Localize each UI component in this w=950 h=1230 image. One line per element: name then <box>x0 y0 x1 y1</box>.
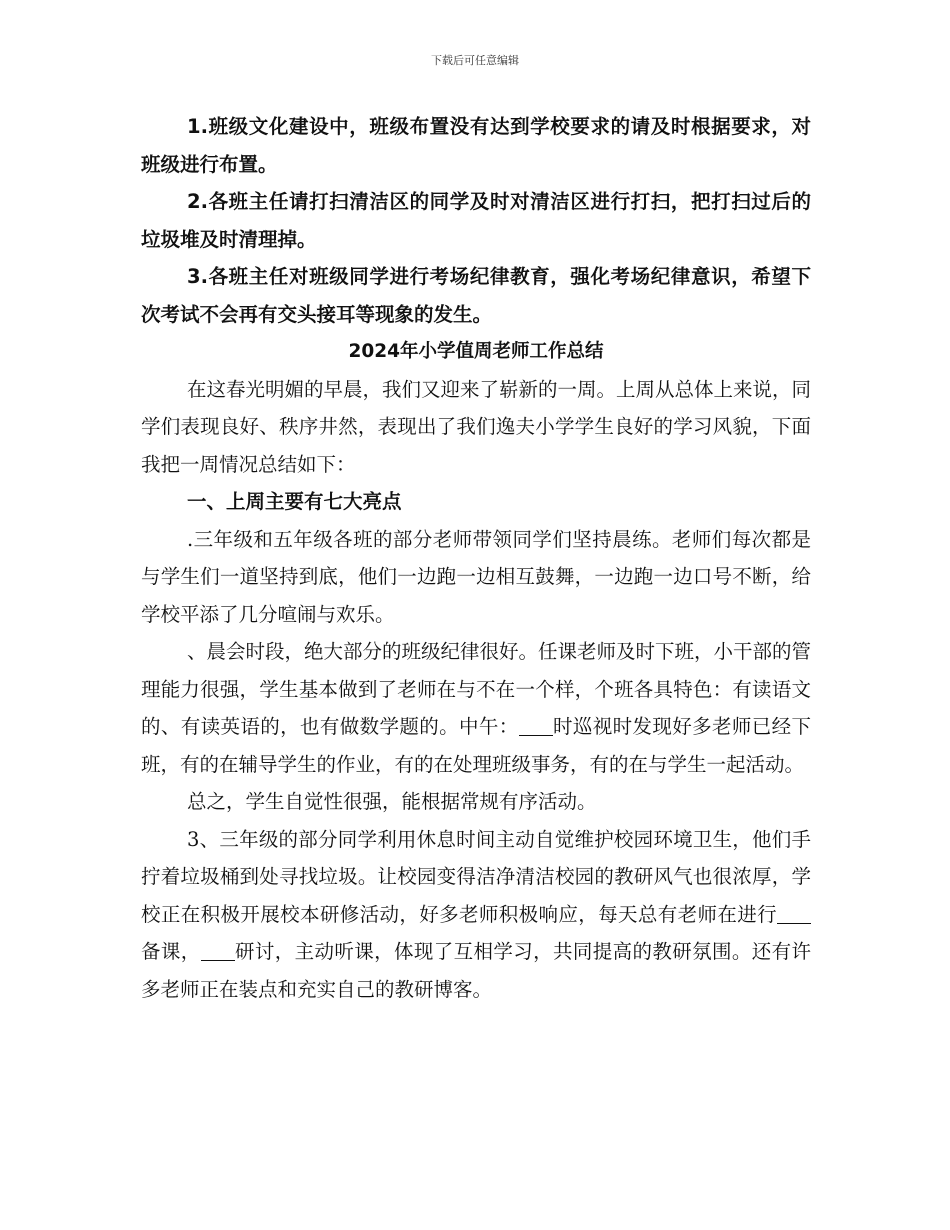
paragraph-hygiene <box>141 821 811 1009</box>
paragraph-summary: 总之，学生自觉性很强，能根据常规有序活动。 <box>187 790 597 813</box>
paragraph-morning-meeting <box>141 633 811 783</box>
document-body <box>141 108 811 1008</box>
paragraph-1: 1.班级文化建设中，班级布置没有达到学校要求的请及时根据要求，对班级进行布置。 <box>141 115 811 176</box>
text-segment: 备课， <box>141 940 201 963</box>
text-segment: 时巡视时发现好多老师已经下班，有的在辅导学生的作业，有的在处理班级事务，有的在与学生一起活动。 <box>141 715 811 776</box>
blank-underline <box>201 941 235 962</box>
section-heading: 一、上周主要有七大亮点 <box>187 490 402 513</box>
blank-underline <box>519 716 553 737</box>
paragraph-3: 3.各班主任对班级同学进行考场纪律教育，强化考场纪律意识，希望下次考试不会再有交头接耳等现象的发生。 <box>141 265 811 326</box>
blank-underline <box>777 903 811 924</box>
page-header: 下载后可任意编辑 <box>431 54 519 67</box>
paragraph-2: 2.各班主任请打扫清洁区的同学及时对清洁区进行打扫，把打扫过后的垃圾堆及时清理掉。 <box>141 190 811 251</box>
text-segment: 研讨，主动听课，体现了互相学习，共同提高的教研氛围。还有许多老师正在装点和充实自己的教研博客。 <box>141 940 811 1001</box>
text-segment: 、晨会时段，绝大部分的班级纪律很好。任课老师及时下班，小干部的管理能力很强，学生基本做到了老师在与不在一个样，个班各具特色：有读语文的、有读英语的，也有做数学题的。中午： <box>141 640 812 738</box>
document-title: 2024年小学值周老师工作总结 <box>348 341 604 362</box>
paragraph-morning-exercise: .三年级和五年级各班的部分老师带领同学们坚持晨练。老师们每次都是与学生们一道坚持到底，他们一边跑一边相互鼓舞，一边跑一边口号不断，给学校平添了几分喧闹与欢乐。 <box>141 527 811 626</box>
text-segment: 3、三年级的部分同学利用休息时间主动自觉维护校园环境卫生，他们手拧着垃圾桶到处寻找垃圾。让校园变得洁净清洁校园的教研风气也很浓厚，学校正在积极开展校本研修活动，好多老师积极响应，每天总有老师在进行 <box>141 827 811 926</box>
intro-paragraph: 在这春光明媚的早晨，我们又迎来了崭新的一周。上周从总体上来说，同学们表现良好、秩序井然，表现出了我们逸夫小学学生良好的学习风貌，下面我把一周情况总结如下： <box>141 377 812 476</box>
